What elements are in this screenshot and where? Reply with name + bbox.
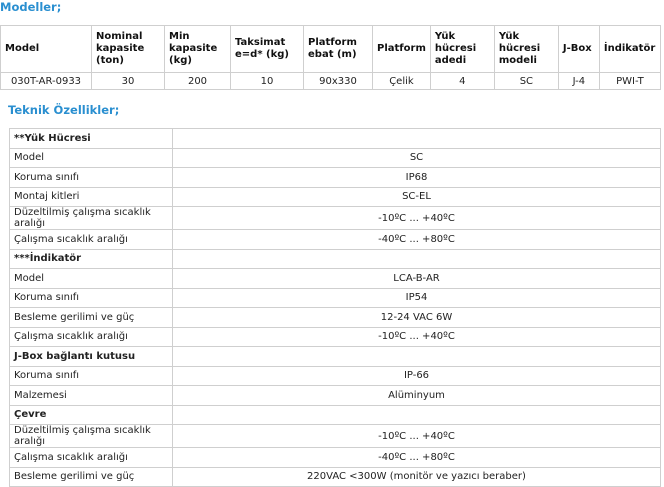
table-row [10,308,661,328]
spec-group-header-empty [173,347,661,367]
col-division: Taksimat e=d* (kg) [231,26,304,73]
spec-label: Besleme gerilimi ve güç [10,308,173,328]
spec-group-load-cell [10,129,661,149]
spec-group-jbox [10,347,661,367]
spec-label: Koruma sınıfı [10,366,173,386]
table-row [10,288,661,308]
cell-jbox: J-4 [558,73,599,90]
spec-label: Koruma sınıfı [10,288,173,308]
models-table [0,25,661,90]
spec-value: IP-66 [173,366,661,386]
col-platform: Platform [373,26,431,73]
spec-value: SC-EL [173,187,661,207]
spec-value: Alüminyum [173,386,661,406]
cell-model: 030T-AR-0933 [1,73,92,90]
spec-value: IP54 [173,288,661,308]
spec-group-header: ***İndikatör [10,249,173,269]
spec-value: SC [173,148,661,168]
table-row [10,187,661,207]
spec-label: Çalışma sıcaklık aralığı [10,230,173,250]
spec-label: Malzemesi [10,386,173,406]
table-row [10,230,661,250]
spec-group-header-empty [173,249,661,269]
col-nominal-capacity: Nominal kapasite (ton) [92,26,165,73]
col-model: Model [1,26,92,73]
spec-label: Düzeltilmiş çalışma sıcaklık aralığı [10,207,173,230]
spec-label: Model [10,269,173,289]
cell-nominal-capacity: 30 [92,73,165,90]
cell-min-capacity: 200 [165,73,231,90]
spec-label: Besleme gerilimi ve güç [10,467,173,487]
col-load-cell-model: Yük hücresi modeli [494,26,558,73]
spec-group-header: Çevre [10,405,173,425]
cell-platform: Çelik [373,73,431,90]
spec-group-indicator [10,249,661,269]
specs-body [10,129,661,487]
table-row [10,148,661,168]
col-platform-size: Platform ebat (m) [304,26,373,73]
col-indicator: İndikatör [599,26,660,73]
models-title: Modeller; [0,0,62,14]
table-row [10,366,661,386]
table-row [10,425,661,448]
spec-label: Çalışma sıcaklık aralığı [10,448,173,468]
spec-group-environment [10,405,661,425]
models-header-row [1,26,661,73]
table-row [10,327,661,347]
cell-indicator: PWI-T [599,73,660,90]
spec-group-header: J-Box bağlantı kutusu [10,347,173,367]
table-row [10,467,661,487]
spec-value: 220VAC <300W (monitör ve yazıcı beraber) [173,467,661,487]
spec-label: Model [10,148,173,168]
spec-value: -10ºC ... +40ºC [173,425,661,448]
spec-value: -10ºC ... +40ºC [173,327,661,347]
spec-label: Koruma sınıfı [10,168,173,188]
specs-title: Teknik Özellikler; [8,103,120,117]
cell-platform-size: 90x330 [304,73,373,90]
cell-division: 10 [231,73,304,90]
table-row [1,73,661,90]
spec-value: 12-24 VAC 6W [173,308,661,328]
table-row [10,168,661,188]
spec-value: -40ºC ... +80ºC [173,448,661,468]
spec-value: -40ºC ... +80ºC [173,230,661,250]
cell-load-cell-count: 4 [430,73,494,90]
spec-group-header-empty [173,129,661,149]
table-row [10,448,661,468]
spec-value: LCA-B-AR [173,269,661,289]
col-jbox: J-Box [558,26,599,73]
table-row [10,386,661,406]
spec-group-header-empty [173,405,661,425]
spec-label: Montaj kitleri [10,187,173,207]
col-min-capacity: Min kapasite (kg) [165,26,231,73]
spec-group-header: **Yük Hücresi [10,129,173,149]
col-load-cell-count: Yük hücresi adedi [430,26,494,73]
cell-load-cell-model: SC [494,73,558,90]
spec-value: -10ºC ... +40ºC [173,207,661,230]
spec-value: IP68 [173,168,661,188]
table-row [10,269,661,289]
spec-label: Çalışma sıcaklık aralığı [10,327,173,347]
specs-table [9,128,661,487]
spec-label: Düzeltilmiş çalışma sıcaklık aralığı [10,425,173,448]
table-row [10,207,661,230]
